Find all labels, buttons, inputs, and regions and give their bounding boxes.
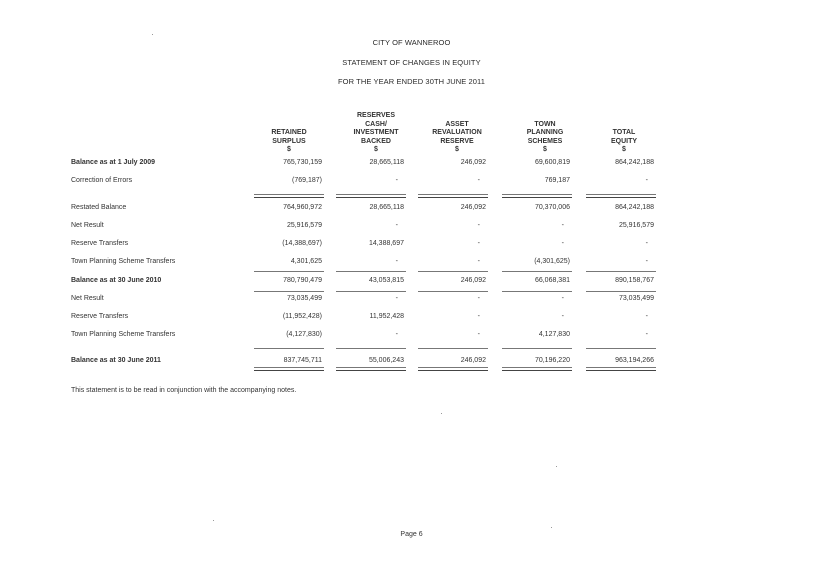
table-cell: 780,790,479 bbox=[283, 277, 322, 284]
row-label: Balance as at 30 June 2010 bbox=[71, 277, 162, 284]
column-header-line bbox=[244, 121, 334, 130]
total-rule bbox=[586, 271, 656, 272]
table-cell: 765,730,159 bbox=[283, 159, 322, 166]
total-rule bbox=[254, 197, 324, 198]
table-cell: - bbox=[561, 222, 564, 229]
row-label: Net Result bbox=[71, 295, 104, 302]
table-cell: 28,665,118 bbox=[369, 159, 404, 166]
table-cell: - bbox=[477, 240, 480, 247]
column-header-line: RESERVE bbox=[440, 137, 474, 145]
total-rule bbox=[502, 271, 572, 272]
total-rule bbox=[502, 367, 572, 368]
table-cell: 963,194,266 bbox=[615, 357, 654, 364]
table-cell: - bbox=[645, 313, 648, 320]
total-rule bbox=[336, 194, 406, 195]
period-title: FOR THE YEAR ENDED 30TH JUNE 2011 bbox=[337, 77, 486, 86]
table-cell: - bbox=[395, 177, 398, 184]
total-rule bbox=[254, 367, 324, 368]
total-rule bbox=[586, 194, 656, 195]
column-header-line: RESERVES bbox=[357, 112, 395, 119]
table-cell: (14,388,697) bbox=[282, 240, 322, 247]
scan-speck bbox=[152, 34, 153, 35]
column-header-line: ASSET bbox=[445, 120, 469, 128]
table-cell: 246,092 bbox=[460, 357, 486, 364]
total-rule bbox=[336, 367, 406, 368]
table-cell: - bbox=[395, 331, 398, 338]
total-rule bbox=[254, 194, 324, 195]
table-cell: 25,916,579 bbox=[286, 222, 322, 229]
table-cell: 864,242,188 bbox=[615, 204, 654, 211]
column-header-line: $ bbox=[622, 146, 626, 154]
table-cell: 890,158,767 bbox=[615, 277, 654, 284]
table-cell: - bbox=[645, 258, 648, 265]
table-cell: 4,127,830 bbox=[538, 331, 570, 338]
table-cell: 70,370,006 bbox=[534, 204, 570, 211]
table-cell: (769,187) bbox=[292, 177, 322, 184]
total-rule bbox=[502, 291, 572, 292]
row-label: Reserve Transfers bbox=[71, 240, 129, 247]
row-label: Net Result bbox=[71, 222, 104, 229]
table-cell: - bbox=[477, 258, 480, 265]
total-rule bbox=[586, 370, 656, 371]
total-rule bbox=[336, 271, 406, 272]
table-cell: - bbox=[561, 240, 564, 247]
table-cell: 246,092 bbox=[460, 204, 486, 211]
total-rule bbox=[336, 348, 406, 349]
column-header-line: BACKED bbox=[361, 137, 391, 145]
column-header-line: CASH/ bbox=[365, 120, 387, 128]
total-rule bbox=[418, 367, 488, 368]
table-cell: - bbox=[477, 222, 480, 229]
table-cell: - bbox=[561, 313, 564, 320]
total-rule bbox=[586, 367, 656, 368]
table-cell: 11,952,428 bbox=[369, 313, 404, 320]
total-rule bbox=[254, 271, 324, 272]
column-header-line: $ bbox=[455, 146, 459, 154]
table-cell: 55,006,243 bbox=[368, 357, 404, 364]
total-rule bbox=[418, 348, 488, 349]
table-cell: 73,035,499 bbox=[618, 295, 654, 302]
total-rule bbox=[336, 370, 406, 371]
row-label: Correction of Errors bbox=[71, 177, 133, 184]
scan-speck bbox=[551, 527, 552, 528]
table-cell: 28,665,118 bbox=[369, 204, 404, 211]
total-rule bbox=[418, 291, 488, 292]
table-cell: (4,127,830) bbox=[286, 331, 322, 338]
row-label: Balance as at 1 July 2009 bbox=[71, 159, 156, 166]
table-cell: - bbox=[395, 258, 398, 265]
scan-speck bbox=[213, 520, 214, 521]
column-header bbox=[244, 112, 334, 155]
table-cell: - bbox=[477, 331, 480, 338]
column-header-line: $ bbox=[287, 146, 291, 154]
column-header bbox=[500, 112, 590, 155]
column-header-line: TOWN bbox=[534, 120, 556, 128]
table-cell: 66,068,381 bbox=[534, 277, 570, 284]
statement-title: STATEMENT OF CHANGES IN EQUITY bbox=[342, 58, 481, 67]
table-cell: 864,242,188 bbox=[615, 159, 654, 166]
column-header-line: SURPLUS bbox=[272, 137, 306, 145]
column-header bbox=[331, 112, 421, 155]
row-label: Town Planning Scheme Transfers bbox=[71, 258, 176, 265]
table-cell: 246,092 bbox=[460, 159, 486, 166]
total-rule bbox=[418, 370, 488, 371]
total-rule bbox=[254, 291, 324, 292]
total-rule bbox=[336, 197, 406, 198]
table-cell: 837,745,711 bbox=[283, 357, 322, 364]
total-rule bbox=[502, 197, 572, 198]
total-rule bbox=[418, 271, 488, 272]
total-rule bbox=[502, 348, 572, 349]
table-cell: - bbox=[395, 295, 398, 302]
footer-note: This statement is to be read in conjunction with the accompanying notes. bbox=[71, 387, 297, 394]
scan-speck bbox=[441, 413, 442, 414]
table-cell: - bbox=[477, 313, 480, 320]
total-rule bbox=[586, 348, 656, 349]
total-rule bbox=[418, 197, 488, 198]
total-rule bbox=[586, 197, 656, 198]
column-header-line: PLANNING bbox=[526, 129, 564, 137]
table-cell: 764,960,972 bbox=[283, 204, 322, 211]
table-cell: 4,301,625 bbox=[290, 258, 322, 265]
column-header-line bbox=[500, 112, 590, 121]
table-cell: (4,301,625) bbox=[534, 258, 570, 265]
column-header bbox=[412, 112, 502, 155]
column-header-line bbox=[579, 112, 669, 121]
table-cell: 73,035,499 bbox=[286, 295, 322, 302]
column-header bbox=[579, 112, 669, 155]
total-rule bbox=[586, 291, 656, 292]
column-header-line: RETAINED bbox=[271, 129, 307, 137]
row-label: Restated Balance bbox=[71, 204, 127, 211]
table-cell: - bbox=[477, 295, 480, 302]
entity-title: CITY OF WANNEROO bbox=[372, 38, 451, 47]
table-cell: - bbox=[645, 177, 648, 184]
column-header-line bbox=[579, 121, 669, 130]
column-header-line: EQUITY bbox=[610, 137, 638, 145]
row-label: Reserve Transfers bbox=[71, 313, 129, 320]
table-cell: - bbox=[645, 240, 648, 247]
table-cell: - bbox=[477, 177, 480, 184]
total-rule bbox=[502, 370, 572, 371]
table-cell: 69,600,819 bbox=[534, 159, 570, 166]
table-cell: 43,053,815 bbox=[368, 277, 404, 284]
column-header-line: $ bbox=[374, 146, 378, 154]
column-header-line: TOTAL bbox=[612, 129, 636, 137]
column-header-line bbox=[412, 112, 502, 121]
table-cell: - bbox=[395, 222, 398, 229]
total-rule bbox=[418, 194, 488, 195]
column-header-line: $ bbox=[543, 146, 547, 154]
table-cell: (11,952,428) bbox=[282, 313, 322, 320]
table-cell: 14,388,697 bbox=[368, 240, 404, 247]
table-cell: 70,196,220 bbox=[534, 357, 570, 364]
total-rule bbox=[254, 348, 324, 349]
column-header-line bbox=[244, 112, 334, 121]
page-number: Page 6 bbox=[400, 531, 423, 538]
column-header-line: SCHEMES bbox=[527, 137, 563, 145]
row-label: Balance as at 30 June 2011 bbox=[71, 357, 161, 364]
row-label: Town Planning Scheme Transfers bbox=[71, 331, 176, 338]
table-cell: - bbox=[561, 295, 564, 302]
column-header-line: INVESTMENT bbox=[353, 129, 399, 137]
table-cell: 769,187 bbox=[544, 177, 570, 184]
scan-speck bbox=[556, 466, 557, 467]
total-rule bbox=[502, 194, 572, 195]
column-header-line: REVALUATION bbox=[432, 129, 482, 137]
table-cell: - bbox=[645, 331, 648, 338]
table-cell: 25,916,579 bbox=[618, 222, 654, 229]
total-rule bbox=[336, 291, 406, 292]
table-cell: 246,092 bbox=[460, 277, 486, 284]
total-rule bbox=[254, 370, 324, 371]
